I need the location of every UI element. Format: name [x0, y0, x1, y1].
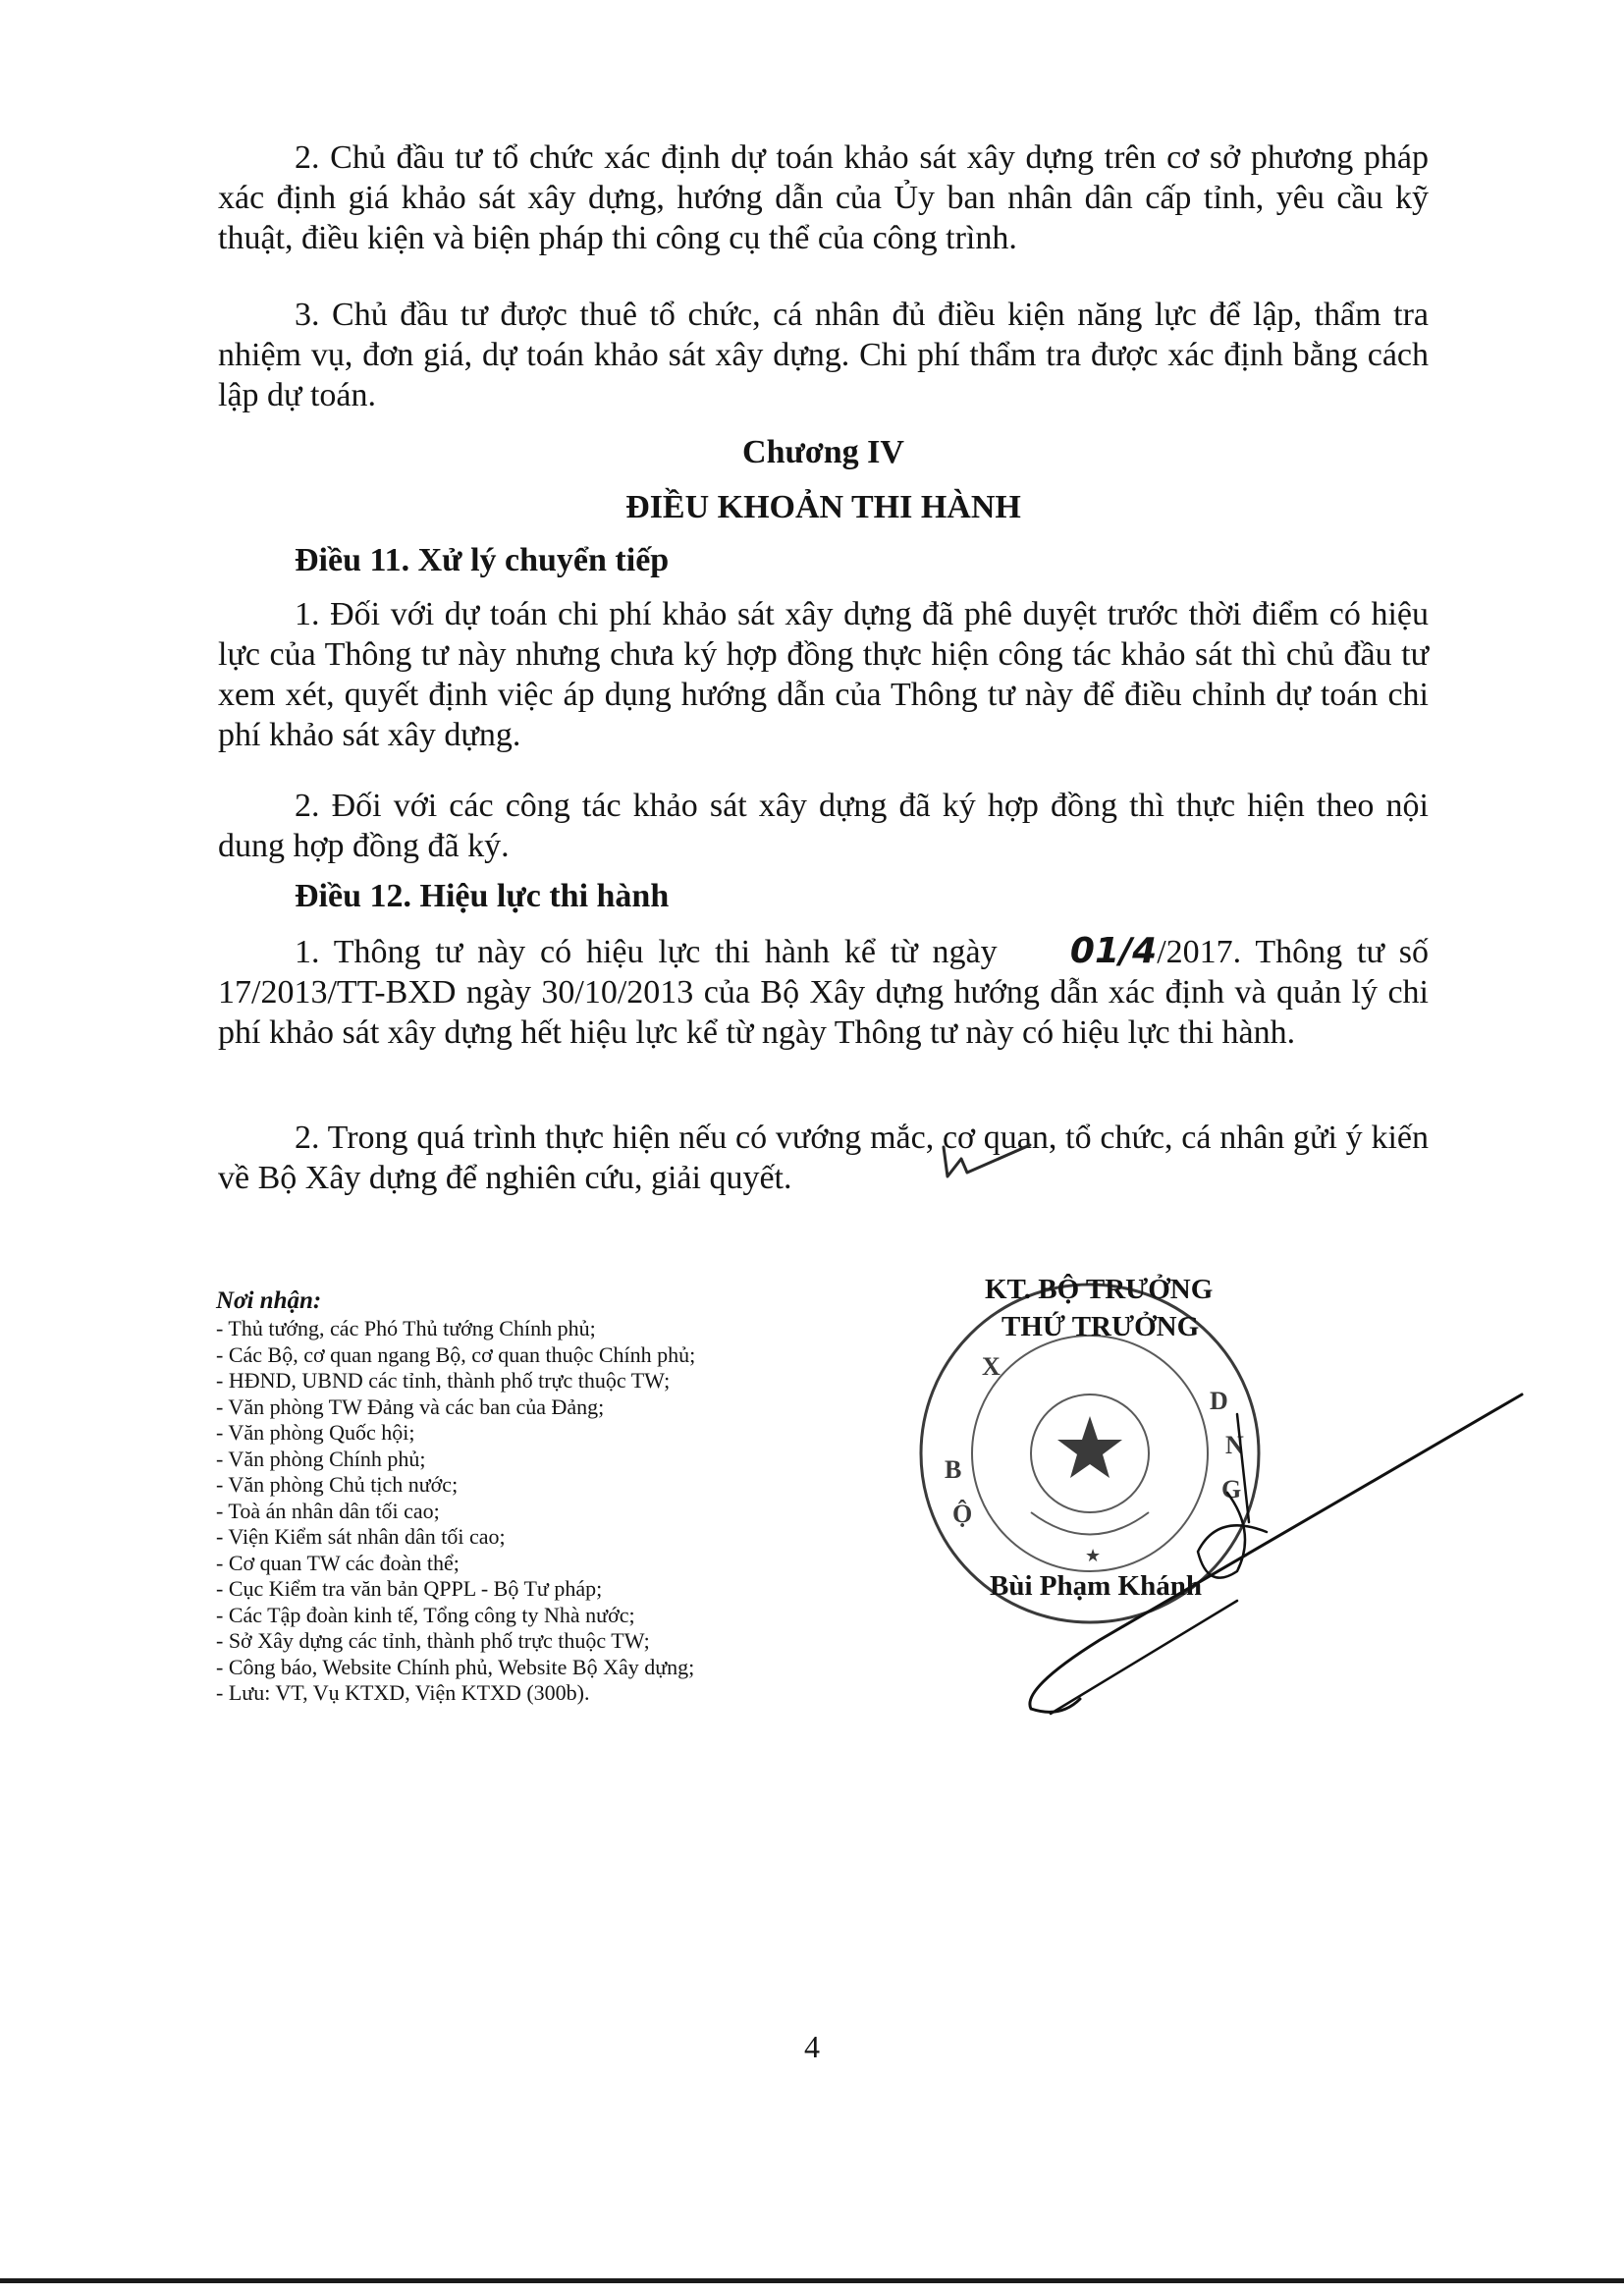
list-item: - Văn phòng Chính phủ; — [216, 1446, 426, 1471]
initial-mark-icon — [938, 1139, 1036, 1188]
seal-letter: N — [1225, 1431, 1244, 1459]
svg-text:★: ★ — [1085, 1546, 1102, 1566]
list-item: - Viện Kiểm sát nhân dân tối cao; — [216, 1524, 506, 1549]
article-12-title: Điều 12. Hiệu lực thi hành — [295, 878, 670, 914]
list-item: - Lưu: VT, Vụ KTXD, Viện KTXD (300b). — [216, 1680, 590, 1705]
list-item: - Cơ quan TW các đoàn thể; — [216, 1550, 460, 1575]
paragraph-2: 2. Chủ đầu tư tổ chức xác định dự toán khảo sát xây dựng trên cơ sở phương pháp xác định giá khảo sát xây dựng, hướng dẫn của Ủy ban nhân dân cấp tỉnh, yêu cầu kỹ thuật, điều kiện và biện pháp thi công cụ thể của công trình. — [218, 139, 1429, 256]
article-12-paragraph-1 — [218, 931, 1429, 1053]
signatory-title-line-1: KT. BỘ TRƯỞNG — [985, 1274, 1214, 1305]
chapter-title: ĐIỀU KHOẢN THI HÀNH — [625, 489, 1021, 525]
article-11-paragraph-1: 1. Đối với dự toán chi phí khảo sát xây dựng đã phê duyệt trước thời điểm có hiệu lực của Thông tư này nhưng chưa ký hợp đồng thực hiện công tác khảo sát thì chủ đầu tư xem xét, quyết định việc áp dụng hướng dẫn của Thông tư này để điều chỉnh dự toán chi phí khảo sát xây dựng. — [218, 596, 1429, 753]
signatory-title-line-2: THỨ TRƯỞNG — [1001, 1311, 1200, 1342]
list-item: - Các Bộ, cơ quan ngang Bộ, cơ quan thuộc Chính phủ; — [216, 1341, 696, 1367]
paragraph-3: 3. Chủ đầu tư được thuê tổ chức, cá nhân đủ điều kiện năng lực để lập, thẩm tra nhiệm vụ, đơn giá, dự toán khảo sát xây dựng. Chi phí thẩm tra được xác định bằng cách lập dự toán. — [218, 297, 1429, 413]
list-item: - Thủ tướng, các Phó Thủ tướng Chính phủ; — [216, 1316, 596, 1340]
list-item: - Toà án nhân dân tối cao; — [216, 1498, 440, 1523]
handwritten-signature-icon — [992, 1375, 1542, 1728]
chapter-number: Chương IV — [742, 434, 904, 470]
article-11-title: Điều 11. Xử lý chuyển tiếp — [295, 542, 670, 578]
recipients-block — [216, 1286, 923, 1707]
list-item: - Các Tập đoàn kinh tế, Tổng công ty Nhà nước; — [216, 1602, 635, 1627]
signatory-name: Bùi Phạm Khánh — [990, 1570, 1202, 1602]
seal-letter: B — [945, 1455, 962, 1484]
seal-letter: G — [1221, 1475, 1242, 1503]
effective-text-rest: /2017. Thông tư số 17/2013/TT-BXD ngày 30/10/2013 của Bộ Xây dựng hướng dẫn xác định và quản lý chi phí khảo sát xây dựng hết hiệu lực kể từ ngày Thông tư này có hiệu lực thi hành. — [218, 934, 1429, 1051]
article-11-paragraph-2: 2. Đối với các công tác khảo sát xây dựng đã ký hợp đồng thì thực hiện theo nội dung hợp đồng đã ký. — [218, 788, 1429, 864]
page-number: 4 — [804, 2029, 820, 2064]
list-item: - Văn phòng Chủ tịch nước; — [216, 1472, 459, 1497]
list-item: - Công báo, Website Chính phủ, Website Bộ Xây dựng; — [216, 1654, 695, 1679]
effective-text-lead: 1. Thông tư này có hiệu lực thi hành kể từ ngày — [295, 934, 998, 970]
article-12-paragraph-2: 2. Trong quá trình thực hiện nếu có vướng mắc, cơ quan, tổ chức, cá nhân gửi ý kiến về Bộ Xây dựng để nghiên cứu, giải quyết. — [218, 1120, 1429, 1196]
list-item: - HĐND, UBND các tỉnh, thành phố trực thuộc TW; — [216, 1368, 671, 1393]
seal-letter: D — [1210, 1387, 1228, 1415]
seal-letter: X — [982, 1352, 1001, 1381]
list-item: - Cục Kiểm tra văn bản QPPL - Bộ Tư pháp; — [216, 1576, 603, 1601]
recipients-list — [216, 1316, 923, 1707]
recipients-title: Nơi nhận: — [216, 1287, 322, 1314]
seal-letter: Ộ — [952, 1500, 973, 1528]
list-item: - Văn phòng Quốc hội; — [216, 1420, 415, 1445]
list-item: - Văn phòng TW Đảng và các ban của Đảng; — [216, 1394, 605, 1419]
bottom-rule — [0, 2278, 1624, 2283]
handwritten-date: 01/4 — [1069, 931, 1158, 971]
list-item: - Sở Xây dựng các tỉnh, thành phố trực thuộc TW; — [216, 1628, 650, 1653]
